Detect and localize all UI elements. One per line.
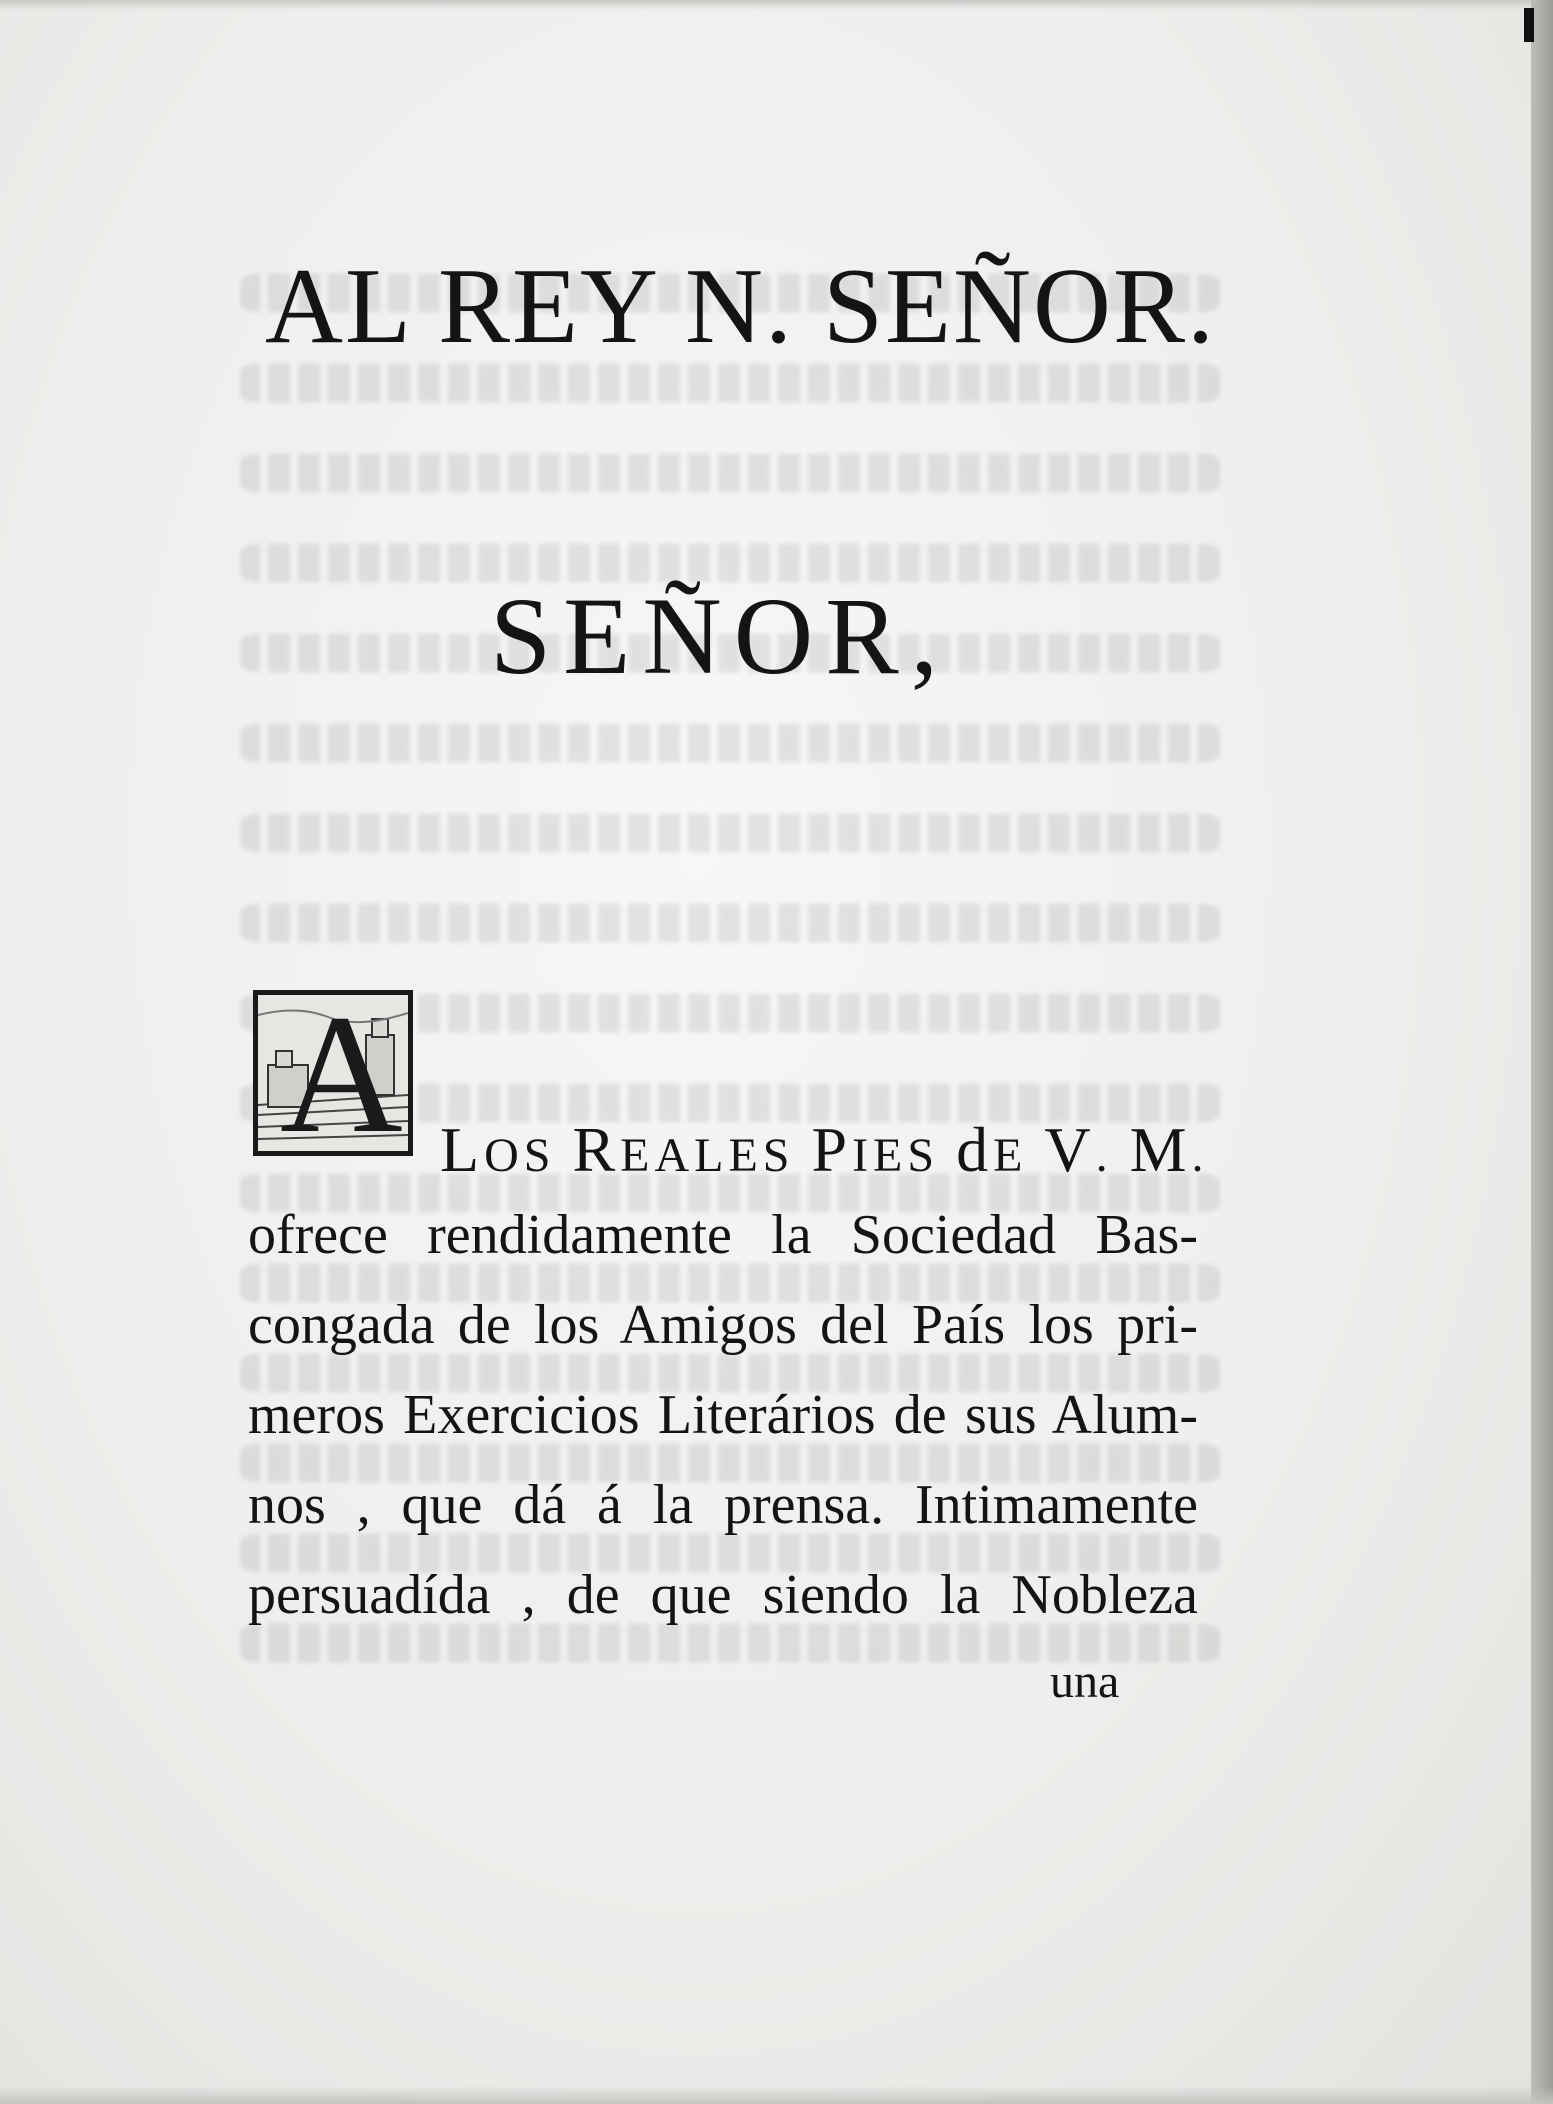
decorated-initial	[253, 980, 413, 1168]
opening-line	[440, 1114, 1209, 1191]
page-top-edge	[0, 0, 1553, 10]
page-bottom-edge	[0, 2086, 1553, 2104]
corner-mark	[1524, 8, 1534, 42]
body-line: ofrece rendidamente la Sociedad Bas-	[248, 1204, 1198, 1266]
page-title: AL REY N. SEÑOR.	[265, 247, 1217, 366]
initial-letter: A	[280, 980, 403, 1168]
opening-word: LOS	[440, 1114, 556, 1185]
body-line: persuadída , de que siendo la Nobleza	[248, 1564, 1198, 1626]
catchword: una	[1050, 1655, 1120, 1708]
opening-word: PIES	[811, 1114, 940, 1185]
page-right-edge	[1531, 0, 1553, 2104]
opening-word: V.	[1044, 1114, 1113, 1185]
body-line: nos , que dá á la prensa. Intimamente	[248, 1474, 1198, 1536]
opening-word: dE	[956, 1114, 1028, 1185]
opening-word: REALES	[572, 1114, 795, 1185]
opening-word: M.	[1129, 1114, 1209, 1185]
body-line: congada de los Amigos del País los pri-	[248, 1294, 1198, 1356]
salutation: SEÑOR,	[490, 575, 951, 697]
body-line: meros Exercicios Literários de sus Alum-	[248, 1384, 1198, 1446]
